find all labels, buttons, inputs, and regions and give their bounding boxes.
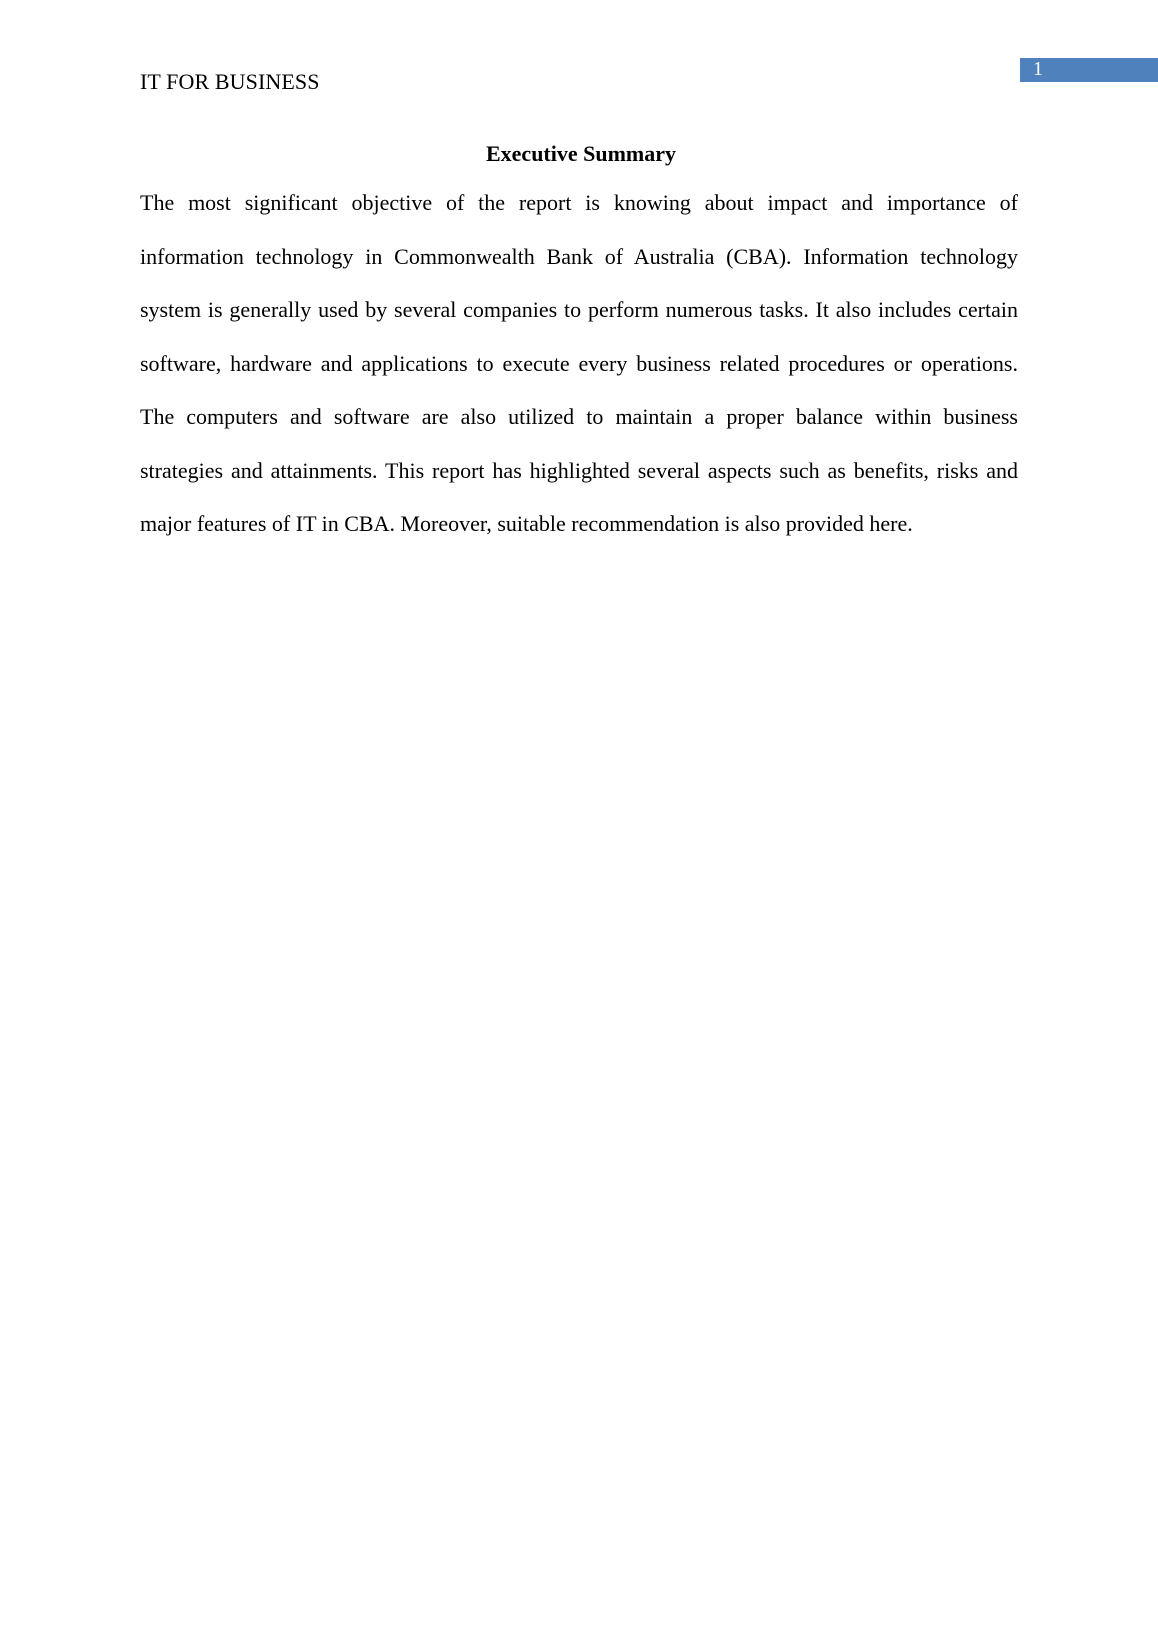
running-head: IT FOR BUSINESS: [140, 69, 320, 94]
document-body: [140, 138, 1018, 551]
section-heading: Executive Summary: [485, 141, 677, 166]
summary-paragraph: The most significant objective of the report is knowing about impact and importance of information technology in Commonwealth Bank of Australia (CBA). Information technology system is generally used by several companies to perform numerous tasks. It also includes certain software, hardware and applications to execute every business related procedures or operations. The computers and software are also utilized to maintain a proper balance within business strategies and attainments. This report has highlighted several aspects such as benefits, risks and major features of IT in CBA. Moreover, suitable recommendation is also provided here.: [140, 190, 1018, 536]
page-number: 1: [1033, 58, 1043, 80]
